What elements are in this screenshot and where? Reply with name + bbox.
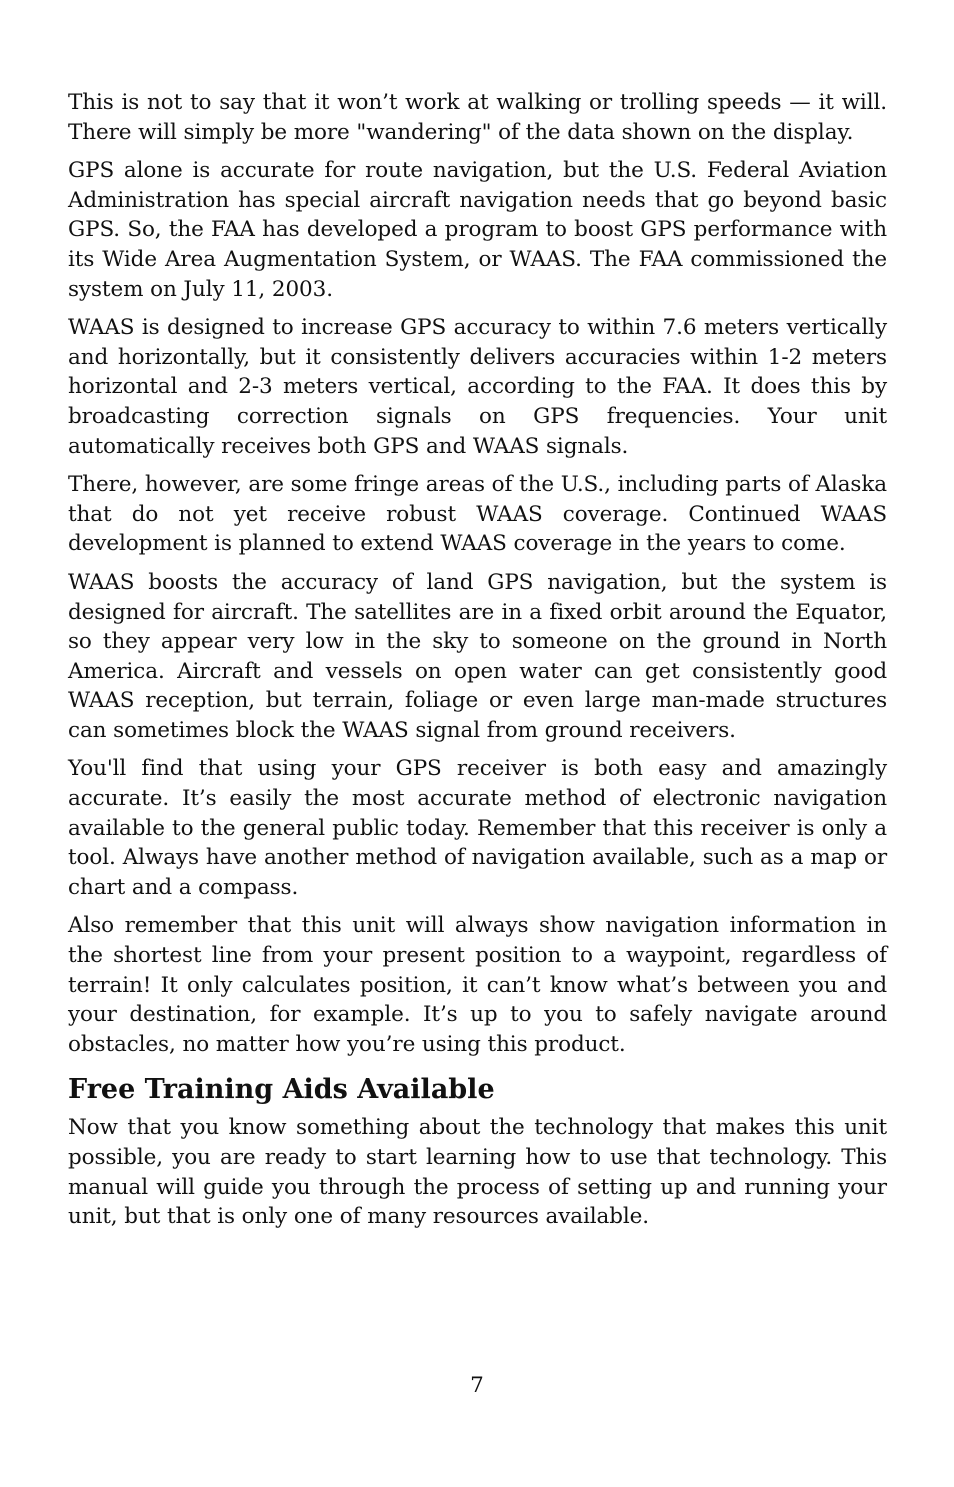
page-number: 7 [470, 1373, 484, 1398]
paragraph-waas-reception: WAAS boosts the accuracy of land GPS navigation, but the system is designed for aircraft. The satellites are in a fixed orbit around the Equator, so they appear very low in the sky to someone on the ground in North America. Aircraft and vessels on open water can get consistently good WAAS reception, but terrain, foliage or even large man-made structures can sometimes block the WAAS signal from ground receivers. [68, 569, 887, 743]
section-heading: Free Training Aids Available [68, 1074, 495, 1106]
paragraph-shortest-line: Also remember that this unit will always show navigation information in the shortest line from your present position to a waypoint, regardless of terrain! It only calculates position, it can’t know what’s between you and your destination, for example. It’s up to you to safely navigate around obstacles, no matter how you’re using this product. [68, 913, 887, 1057]
paragraph-fringe-areas: There, however, are some fringe areas of the U.S., including parts of Alaska that do not yet receive robust WAAS coverage. Continued WAAS development is planned to extend WAAS coverage in the years to come. [68, 472, 887, 557]
paragraph-training-aids: Now that you know something about the technology that makes this unit possible, you are ready to start learning how to use that technology. This manual will guide you through the process of setting up and running your unit, but that is only one of many resources available. [68, 1115, 887, 1230]
paragraph-easy-accurate: You'll find that using your GPS receiver is both easy and amazingly accurate. It’s easily the most accurate method of electronic navigation available to the general public today. Remember that this receiver is only a tool. Always have another method of navigation available, such as a map or chart and a compass. [68, 756, 887, 900]
page-content [68, 88, 887, 1241]
paragraph-waas-accuracy: WAAS is designed to increase GPS accuracy to within 7.6 meters vertically and horizontally, but it consistently delivers accuracies within 1-2 meters horizontal and 2-3 meters vertical, according to the FAA. It does this by broadcasting correction signals on GPS frequencies. Your unit automatically receives both GPS and WAAS signals. [68, 315, 887, 459]
paragraph-walking-speeds: This is not to say that it won’t work at walking or trolling speeds — it will. There will simply be more "wandering" of the data shown on the display. [68, 90, 887, 145]
paragraph-faa-waas-intro: GPS alone is accurate for route navigation, but the U.S. Federal Aviation Administration has special aircraft navigation needs that go beyond basic GPS. So, the FAA has developed a program to boost GPS performance with its Wide Area Augmentation System, or WAAS. The FAA commissioned the system on July 11, 2003. [68, 158, 887, 302]
